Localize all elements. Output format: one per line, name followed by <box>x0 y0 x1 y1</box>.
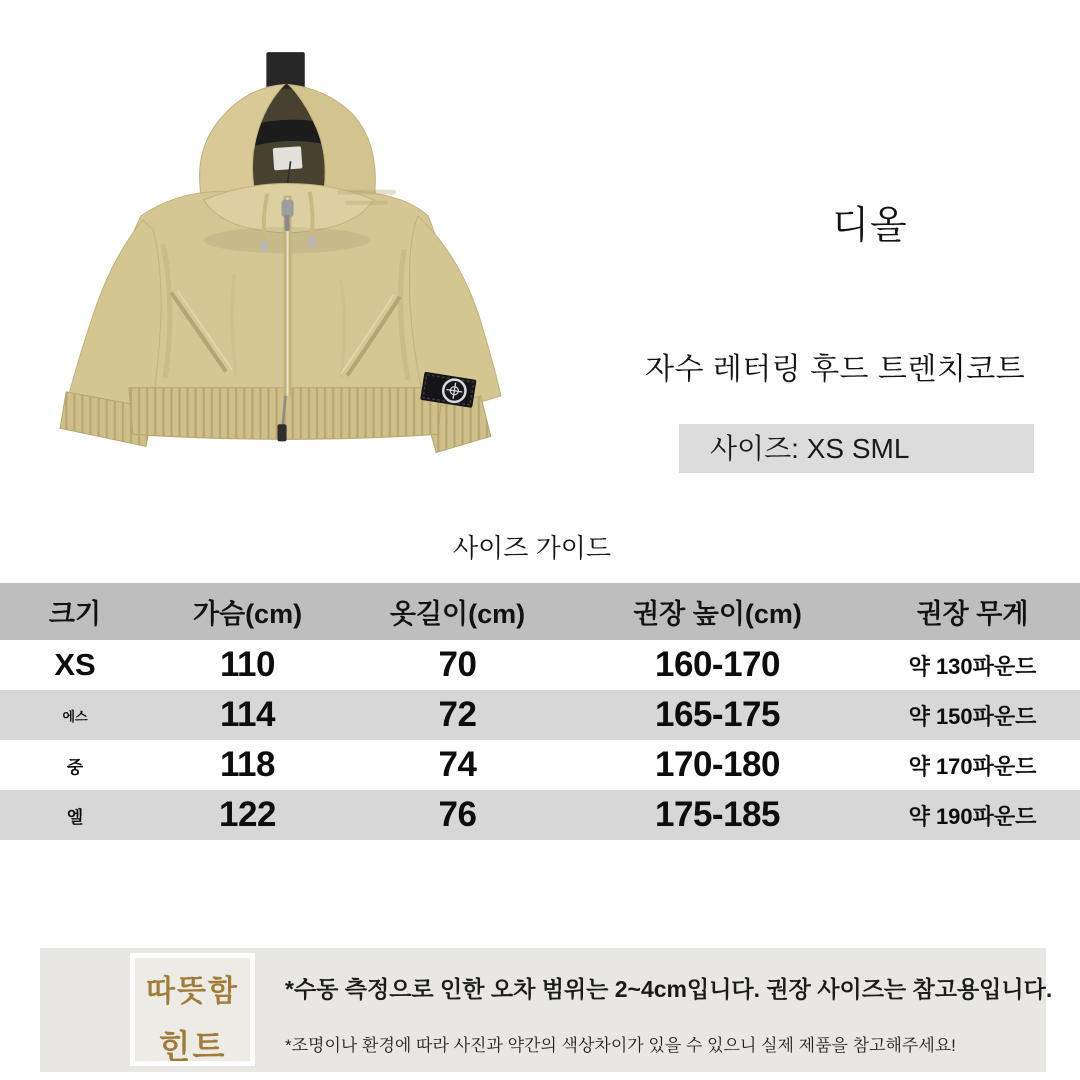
product-photo-jacket <box>52 42 507 497</box>
column-header-length: 옷길이(cm) <box>345 583 570 640</box>
column-header-weight: 권장 무게 <box>865 583 1080 640</box>
height-cell: 175-185 <box>655 795 780 834</box>
size-options-label: 사이즈: XS SML <box>710 433 910 464</box>
hanger <box>266 52 304 90</box>
size-cell: 에스 <box>62 708 88 724</box>
chest-cell: 114 <box>220 695 275 734</box>
length-cell: 74 <box>438 745 477 784</box>
size-cell: XS <box>54 647 96 682</box>
height-cell: 160-170 <box>655 645 780 684</box>
weight-cell: 약 150파운드 <box>908 703 1037 729</box>
weight-cell: 약 190파운드 <box>908 803 1037 829</box>
size-options-box <box>679 424 1034 473</box>
hint-badge-line1: 따뜻함 <box>146 975 239 1008</box>
length-cell: 70 <box>438 645 477 684</box>
notes-panel <box>40 948 1053 1072</box>
table-row-l <box>0 790 1080 840</box>
height-cell: 170-180 <box>655 745 780 784</box>
product-name: 자수 레터링 후드 트렌치코트 <box>645 353 1026 386</box>
chest-cell: 118 <box>220 745 275 784</box>
chest-cell: 122 <box>219 795 276 834</box>
length-cell: 72 <box>438 695 477 734</box>
color-difference-note: *조명이나 환경에 따라 사진과 약간의 색상차이가 있을 수 있으니 실제 제품을 참고해주세요! <box>285 1036 956 1055</box>
size-guide-table <box>0 583 1080 840</box>
size-cell: 중 <box>66 757 84 777</box>
neck-label <box>273 146 303 170</box>
chest-cell: 110 <box>220 645 275 684</box>
column-header-chest: 가슴(cm) <box>150 583 345 640</box>
table-row-s <box>0 690 1080 740</box>
size-guide-title: 사이즈 가이드 <box>453 533 611 563</box>
measurement-note: *수동 측정으로 인한 오차 범위는 2~4cm입니다. 권장 사이즈는 참고용입니다. <box>285 976 1053 1002</box>
hint-badge <box>130 953 255 1066</box>
brand-title: 디올 <box>832 205 908 247</box>
length-cell: 76 <box>438 795 477 834</box>
table-header-row <box>0 583 1080 640</box>
table-row-xs <box>0 640 1080 690</box>
size-cell: 엘 <box>66 807 84 827</box>
hint-badge-line2: 힌트 <box>158 1028 227 1065</box>
weight-cell: 약 130파운드 <box>908 653 1037 679</box>
weight-cell: 약 170파운드 <box>908 753 1037 779</box>
column-header-height: 권장 높이(cm) <box>570 583 865 640</box>
table-row-m <box>0 740 1080 790</box>
column-header-size: 크기 <box>0 583 150 640</box>
height-cell: 165-175 <box>655 695 780 734</box>
